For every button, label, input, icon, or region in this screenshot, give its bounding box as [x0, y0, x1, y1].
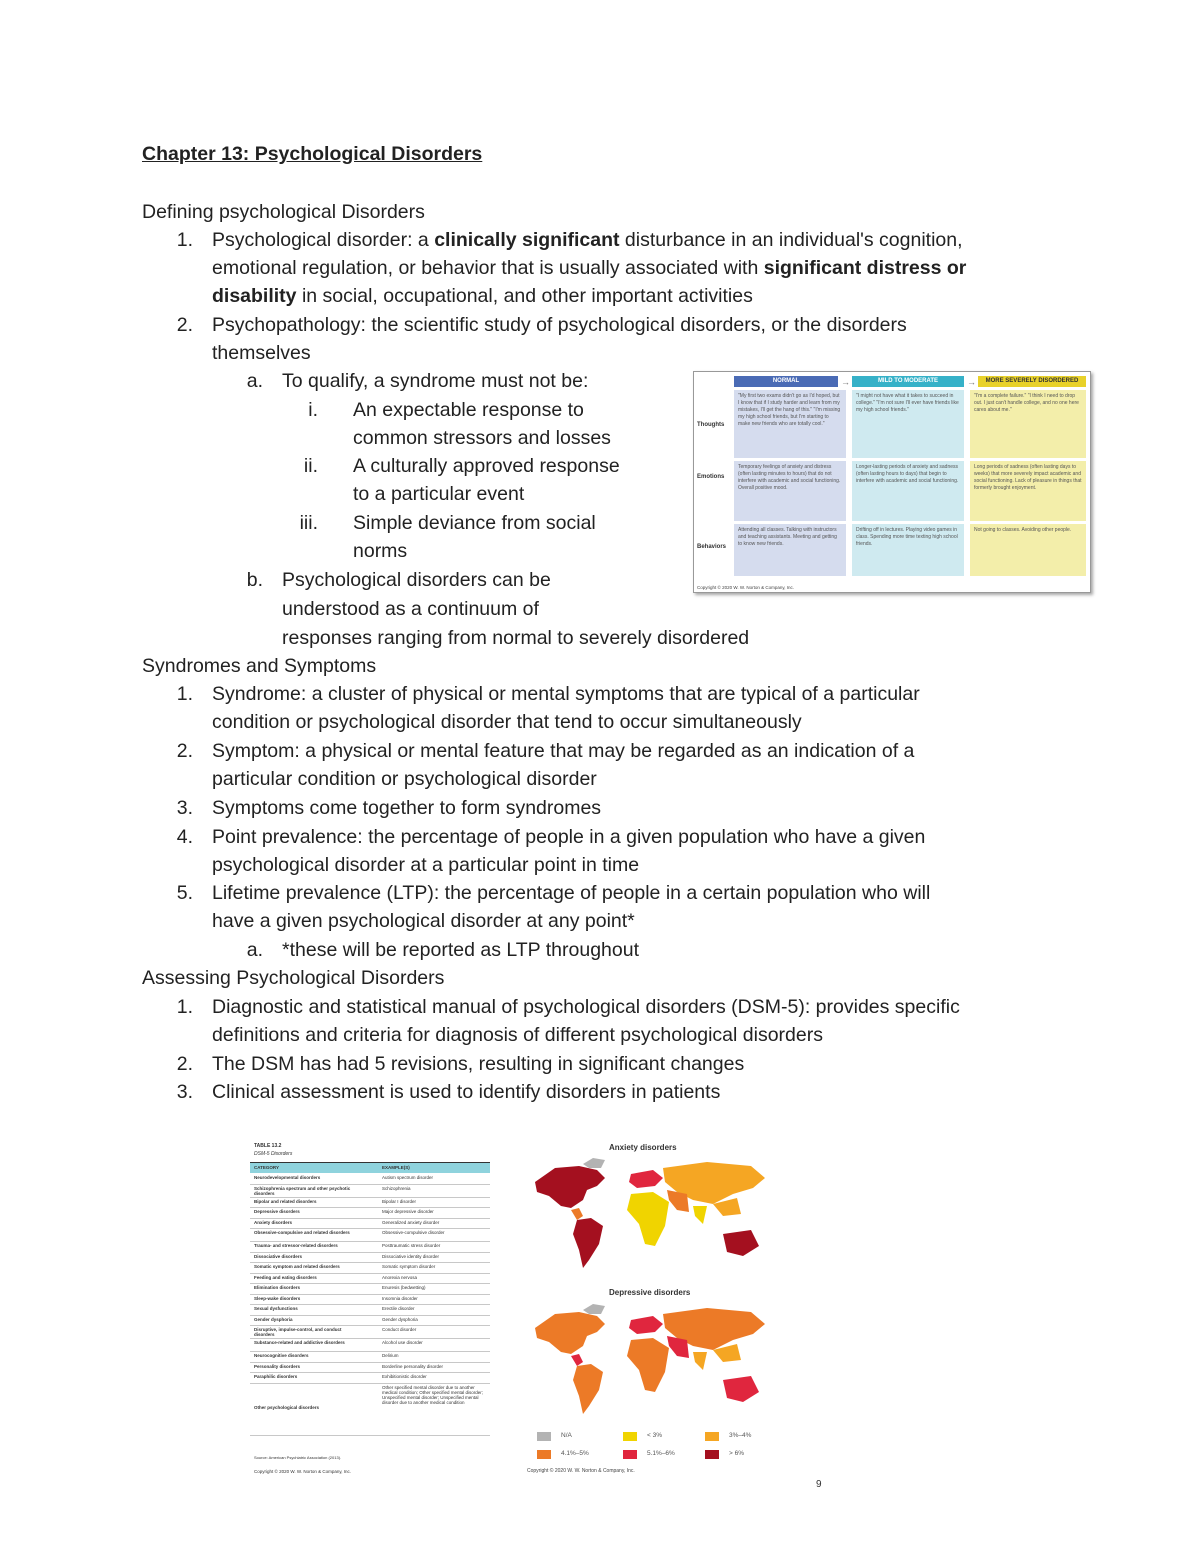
- dsm-table-figure: [250, 1143, 490, 1478]
- table-cell-example: Generalized anxiety disorder: [382, 1219, 440, 1225]
- list-roman: ii.: [303, 455, 318, 477]
- section-heading-defining: Defining psychological Disorders: [142, 201, 425, 223]
- cell-behaviors-normal: Attending all classes. Talking with instructors and teaching assistants. Meeting and getting to know new friends.: [734, 524, 846, 576]
- legend-label: N/A: [561, 1432, 572, 1439]
- cell-emotions-mild: Longer-lasting periods of anxiety and sadness (often lasting hours to days) that begin to interfere with academic and social functioning.: [852, 461, 964, 521]
- legend-label: > 6%: [729, 1450, 744, 1457]
- header-normal: NORMAL: [734, 376, 838, 387]
- page-title: Chapter 13: Psychological Disorders: [142, 143, 483, 165]
- table-cell-example: Other specified mental disorder due to another medical condition; Other specified mental disorder; Unspecified mental disorder; Unspecified mental disorder due to another medical condition: [382, 1384, 484, 1405]
- table-cell-category: Anxiety disorders: [254, 1219, 293, 1225]
- table-cell-category: Gender dysphoria: [254, 1316, 293, 1322]
- list-item-text: condition or psychological disorder that tend to occur simultaneously: [212, 711, 802, 733]
- table-cell-example: Gender dysphoria: [382, 1316, 418, 1322]
- table-copyright: Copyright © 2020 W. W. Norton & Company, Inc.: [254, 1469, 352, 1474]
- figure-copyright: Copyright © 2020 W. W. Norton & Company, Inc.: [697, 585, 795, 590]
- table-cell-example: Alcohol use disorder: [382, 1340, 423, 1345]
- col-header-examples: EXAMPLE(S): [382, 1165, 410, 1170]
- table-cell-category: Paraphilic disorders: [254, 1374, 298, 1379]
- col-header-category: CATEGORY: [254, 1165, 280, 1170]
- legend-label: 5.1%–6%: [647, 1450, 675, 1457]
- map-title-anxiety: Anxiety disorders: [609, 1143, 677, 1152]
- table-row: [250, 1228, 490, 1242]
- table-cell-category: Schizophrenia spectrum and other psychotic disorders: [254, 1185, 351, 1196]
- table-cell-category: Feeding and eating disorders: [254, 1274, 317, 1280]
- table-subtitle: DSM-5 Disorders: [254, 1151, 293, 1157]
- list-item-text: Clinical assessment is used to identify disorders in patients: [212, 1081, 721, 1103]
- table-cell-category: Bipolar and related disorders: [254, 1198, 317, 1204]
- table-row: [250, 1383, 490, 1436]
- list-item-text: Diagnostic and statistical manual of psychological disorders (DSM-5): provides specific: [212, 996, 960, 1018]
- prevalence-maps-figure: [527, 1140, 777, 1480]
- legend-label: 4.1%–5%: [561, 1450, 589, 1457]
- legend-label: < 3%: [647, 1432, 662, 1439]
- list-number: 3.: [176, 797, 193, 819]
- continuum-figure: [693, 371, 1091, 593]
- table-cell-category: Obsessive-compulsive and related disorders: [254, 1230, 350, 1235]
- list-item-text: To qualify, a syndrome must not be:: [282, 370, 589, 392]
- table-cell-category: Other psychological disorders: [254, 1404, 320, 1410]
- cell-behaviors-mild: Drifting off in lectures. Playing video games in class. Spending more time texting high school friends.: [852, 524, 964, 576]
- list-item-text: have a given psychological disorder at any point*: [212, 910, 635, 932]
- list-roman: i.: [308, 399, 318, 421]
- table-header: [250, 1162, 490, 1173]
- table-cell-example: Somatic symptom disorder: [382, 1264, 436, 1269]
- list-number: 1.: [176, 996, 193, 1018]
- list-item-text: Simple deviance from social: [353, 512, 596, 534]
- table-cell-category: Personality disorders: [254, 1363, 301, 1369]
- page-number: 9: [816, 1479, 822, 1490]
- table-cell-example: Borderline personality disorder: [382, 1363, 444, 1369]
- legend-swatch: [705, 1450, 719, 1459]
- legend-swatch: [537, 1432, 551, 1441]
- list-letter: b.: [246, 569, 263, 591]
- list-item-text: definitions and criteria for diagnosis of different psychological disorders: [212, 1024, 823, 1046]
- cell-emotions-severe: Long periods of sadness (often lasting days to weeks) that more severely impact academic and social functioning. Lack of pleasure in things that formerly brought enjoyment.: [970, 461, 1086, 521]
- list-number: 2.: [176, 314, 193, 336]
- list-number: 3.: [176, 1081, 193, 1103]
- list-letter: a.: [246, 939, 263, 961]
- list-item-text: Psychological disorders can be: [282, 569, 551, 591]
- list-item-text: disability in social, occupational, and other important activities: [212, 285, 753, 307]
- cell-thoughts-severe: "I'm a complete failure." "I think I need to drop out. I just can't handle college, and no one here cares about me.": [970, 390, 1086, 458]
- table-cell-category: Dissociative disorders: [254, 1253, 303, 1259]
- list-item-text: to a particular event: [353, 483, 525, 505]
- list-item-text: norms: [353, 540, 408, 562]
- list-item-text: understood as a continuum of: [282, 598, 539, 620]
- table-row: [250, 1184, 490, 1198]
- table-cell-category: Neurodevelopmental disorders: [254, 1175, 321, 1180]
- table-cell-example: Exhibitionistic disorder: [382, 1374, 427, 1379]
- table-cell-category: Sleep-wake disorders: [254, 1295, 301, 1301]
- table-cell-example: Anorexia nervosa: [382, 1274, 418, 1280]
- table-cell-category: Somatic symptom and related disorders: [254, 1264, 340, 1269]
- list-number: 1.: [176, 683, 193, 705]
- cell-thoughts-mild: "I might not have what it takes to succeed in college." "I'm not sure I'll ever have friends like my high school friends.": [852, 390, 964, 458]
- table-cell-category: Substance-related and addictive disorders: [254, 1340, 345, 1345]
- table-cell-example: Major depressive disorder: [382, 1209, 434, 1214]
- list-item-text: common stressors and losses: [353, 427, 611, 449]
- list-item-text: Symptoms come together to form syndromes: [212, 797, 602, 819]
- header-mild: MILD TO MODERATE: [852, 376, 964, 387]
- list-number: 2.: [176, 740, 193, 762]
- table-cell-example: Insomnia disorder: [382, 1295, 418, 1301]
- list-item-text: The DSM has had 5 revisions, resulting in significant changes: [212, 1053, 745, 1075]
- table-cell-category: Depressive disorders: [254, 1209, 300, 1214]
- legend-swatch: [537, 1450, 551, 1459]
- maps-copyright: Copyright © 2020 W. W. Norton & Company, Inc.: [527, 1468, 635, 1474]
- table-cell-category: Neurocognitive disorders: [254, 1353, 309, 1358]
- table-cell-example: Posttraumatic stress disorder: [382, 1243, 441, 1248]
- list-item-text: responses ranging from normal to severely disordered: [282, 627, 750, 649]
- list-number: 5.: [176, 882, 193, 904]
- table-cell-category: Elimination disorders: [254, 1285, 301, 1290]
- legend-swatch: [623, 1450, 637, 1459]
- list-item-text: Syndrome: a cluster of physical or mental symptoms that are typical of a particular: [212, 683, 920, 705]
- list-item-text: psychological disorder at a particular point in time: [212, 854, 640, 876]
- table-cell-example: Erectile disorder: [382, 1306, 415, 1311]
- list-item-text: *these will be reported as LTP throughout: [282, 939, 639, 961]
- table-cell-category: Sexual dysfunctions: [254, 1306, 298, 1311]
- table-cell-example: Obsessive-compulsive disorder: [382, 1230, 445, 1235]
- table-title: TABLE 13.2: [254, 1143, 282, 1149]
- table-cell-example: Bipolar I disorder: [382, 1198, 417, 1204]
- list-number: 2.: [176, 1053, 193, 1075]
- depressive-world-map: [527, 1300, 777, 1430]
- map-title-depressive: Depressive disorders: [609, 1288, 691, 1297]
- list-item-text: Psychological disorder: a clinically significant disturbance in an individual's cognition,: [212, 229, 963, 251]
- table-cell-example: Conduct disorder: [382, 1327, 417, 1332]
- list-item-text: Symptom: a physical or mental feature that may be regarded as an indication of a: [212, 740, 915, 762]
- table-cell-example: Dissociative identity disorder: [382, 1253, 440, 1259]
- list-item-text: particular condition or psychological disorder: [212, 768, 597, 790]
- table-source: Source: American Psychiatric Association (2013).: [254, 1455, 342, 1460]
- list-item-text: Psychopathology: the scientific study of psychological disorders, or the disorders: [212, 314, 907, 336]
- section-heading-syndromes: Syndromes and Symptoms: [142, 655, 377, 677]
- legend-label: 3%–4%: [729, 1432, 752, 1439]
- list-number: 4.: [176, 826, 193, 848]
- section-heading-assessing: Assessing Psychological Disorders: [142, 967, 445, 989]
- anxiety-world-map: [527, 1154, 777, 1284]
- list-item-text: emotional regulation, or behavior that is usually associated with significant distress or: [212, 257, 967, 279]
- row-label-behaviors: Behaviors: [697, 544, 727, 550]
- cell-emotions-normal: Temporary feelings of anxiety and distress (often lasting minutes to hours) that do not interfere with academic and social functioning. Overall positive mood.: [734, 461, 846, 521]
- table-row: [250, 1338, 490, 1352]
- row-label-thoughts: Thoughts: [697, 422, 725, 428]
- list-item-text: themselves: [212, 342, 311, 364]
- arrow-icon: →: [967, 377, 976, 387]
- arrow-icon: →: [841, 377, 850, 387]
- list-item-text: Lifetime prevalence (LTP): the percentage of people in a certain population who will: [212, 882, 931, 904]
- list-item-text: Point prevalence: the percentage of people in a given population who have a given: [212, 826, 926, 848]
- table-cell-category: Disruptive, impulse-control, and conduct disorders: [254, 1327, 342, 1337]
- list-roman: iii.: [299, 512, 318, 534]
- header-severe: MORE SEVERELY DISORDERED: [978, 376, 1086, 387]
- table-row: [250, 1325, 490, 1339]
- table-cell-example: Enuresis (bedwetting): [382, 1285, 426, 1290]
- table-cell-example: Delirium: [382, 1353, 399, 1358]
- legend-swatch: [705, 1432, 719, 1441]
- list-number: 1.: [176, 229, 193, 251]
- list-item-text: An expectable response to: [353, 399, 584, 421]
- table-cell-example: Schizophrenia: [382, 1185, 411, 1191]
- cell-behaviors-severe: Not going to classes. Avoiding other people.: [970, 524, 1086, 576]
- table-cell-category: Trauma- and stressor-related disorders: [254, 1243, 338, 1248]
- cell-thoughts-normal: "My first two exams didn't go as I'd hoped, but I know that if I study harder and learn from my mistakes, I'll get the hang of this." "I'm missing my high school friends, but I'm starting to make new friends who are totally cool.": [734, 390, 846, 458]
- list-item-text: A culturally approved response: [353, 455, 620, 477]
- legend-swatch: [623, 1432, 637, 1441]
- list-letter: a.: [246, 370, 263, 392]
- row-label-emotions: Emotions: [697, 474, 725, 480]
- table-cell-example: Autism spectrum disorder: [382, 1175, 434, 1180]
